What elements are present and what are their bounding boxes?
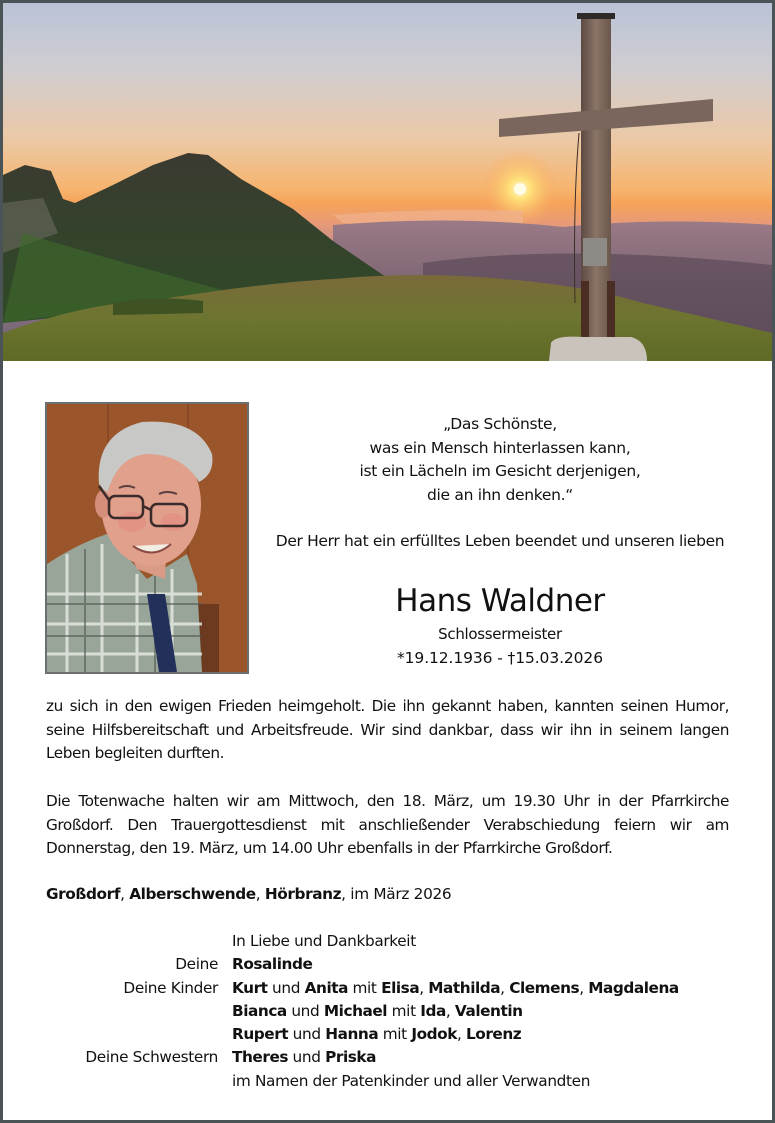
portrait-illustration bbox=[47, 404, 247, 672]
place-date-line bbox=[46, 883, 451, 905]
person-name: Theres bbox=[232, 1048, 289, 1067]
service-details-paragraph: Die Totenwache halten wir am Mittwoch, den 18. März, um 19.30 Uhr in der Pfarrkirche Großdorf. Den Trauergottesdienst mit anschließender Verabschiedung feiern wir am Donnerstag, den 19. März, um 14.00 Uhr ebenfalls in der Pfarrkirche Großdorf. bbox=[46, 792, 729, 857]
children-label: Deine Kinder bbox=[123, 978, 218, 997]
deceased-name: Hans Waldner bbox=[395, 583, 605, 619]
children-family-line bbox=[232, 1000, 523, 1023]
connector-text: , bbox=[456, 1025, 466, 1044]
place-name: Großdorf bbox=[46, 885, 121, 903]
tribute-paragraph: zu sich in den ewigen Frieden heimgeholt. Die ihn gekannt haben, kannten seinen Humor, seine Hilfsbereitschaft und Arbeitsfreude. Wir sind dankbar, dass wir ihn in seinem langen Leben begleiten durften. bbox=[46, 697, 729, 762]
connector-text: und bbox=[267, 978, 305, 997]
person-name: Valentin bbox=[454, 1001, 523, 1020]
person-name: Lorenz bbox=[465, 1025, 522, 1044]
mourners-opening-row bbox=[46, 930, 746, 953]
connector-text: und bbox=[288, 1025, 326, 1044]
person-name: Mathilda bbox=[428, 978, 501, 997]
quote-line: „Das Schönste, bbox=[443, 415, 557, 433]
quote-line: ist ein Lächeln im Gesicht derjenigen, bbox=[359, 462, 641, 480]
person-name: Ida bbox=[420, 1001, 446, 1020]
sisters-row bbox=[46, 1046, 746, 1069]
children-row bbox=[46, 1000, 746, 1023]
person-name: Jodok bbox=[411, 1025, 457, 1044]
hero-photo bbox=[3, 3, 772, 361]
place-name: Alberschwende bbox=[129, 885, 256, 903]
opening-line: In Liebe und Dankbarkeit bbox=[232, 932, 416, 950]
connector-text: , bbox=[500, 978, 510, 997]
summit-cross-landscape-illustration bbox=[3, 3, 772, 361]
place-name: Hörbranz bbox=[264, 885, 342, 903]
closing-line: im Namen der Patenkinder und aller Verwandten bbox=[232, 1071, 591, 1090]
person-name: Rupert bbox=[232, 1025, 289, 1044]
children-family-line bbox=[232, 1023, 521, 1046]
spouse-row bbox=[46, 953, 746, 976]
connector-text: , bbox=[445, 1001, 455, 1020]
connector-text: mit bbox=[347, 978, 382, 997]
children-family-line bbox=[232, 977, 679, 1000]
sisters-label: Deine Schwestern bbox=[85, 1048, 218, 1067]
date-suffix: , im März 2026 bbox=[341, 885, 452, 903]
person-name: Hanna bbox=[325, 1025, 379, 1044]
spouse-name: Rosalinde bbox=[232, 955, 313, 974]
obituary-page bbox=[3, 3, 772, 1120]
person-name: Clemens bbox=[509, 978, 580, 997]
connector-text: und bbox=[288, 1048, 326, 1067]
deceased-profession: Schlossermeister bbox=[438, 625, 562, 643]
person-name: Michael bbox=[323, 1001, 388, 1020]
person-name: Bianca bbox=[232, 1001, 287, 1020]
life-dates: *19.12.1936 - †15.03.2026 bbox=[397, 649, 603, 667]
sisters-line bbox=[232, 1046, 376, 1069]
children-row bbox=[46, 1023, 746, 1046]
separator: , bbox=[255, 885, 265, 903]
spouse-label: Deine bbox=[175, 955, 218, 974]
intro-text: Der Herr hat ein erfülltes Leben beendet und unseren lieben bbox=[275, 532, 725, 550]
children-row bbox=[46, 977, 746, 1000]
person-name: Priska bbox=[325, 1048, 377, 1067]
connector-text: , bbox=[419, 978, 429, 997]
quote-line: was ein Mensch hinterlassen kann, bbox=[369, 438, 631, 457]
mourners-list bbox=[46, 930, 746, 1093]
separator: , bbox=[120, 885, 130, 903]
connector-text: mit bbox=[378, 1025, 412, 1044]
person-name: Elisa bbox=[381, 978, 420, 997]
person-name: Anita bbox=[304, 978, 348, 997]
connector-text: und bbox=[286, 1001, 324, 1020]
person-name: Kurt bbox=[232, 978, 268, 997]
connector-text: mit bbox=[387, 1001, 421, 1020]
portrait-photo bbox=[45, 402, 249, 674]
connector-text: , bbox=[579, 978, 589, 997]
person-name: Magdalena bbox=[588, 978, 679, 997]
memorial-quote bbox=[265, 413, 735, 507]
quote-line: die an ihn denken.“ bbox=[427, 485, 573, 504]
closing-row bbox=[46, 1070, 746, 1093]
